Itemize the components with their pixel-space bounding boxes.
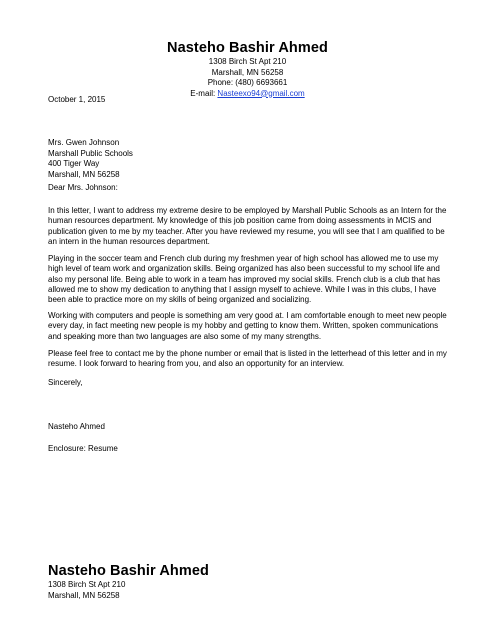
body-paragraph-2: Playing in the soccer team and French club during my freshmen year of high school has allowed me to use my high level of team work and organization skills. Being organized has also been successful to my school life and also my personal life. Being able to work in a team has improved my social skills. French club is a club that has allowed me to show my dedication to anything that I assign myself to achieve. While I was in this clubs, I have been able to practice more on my skills of being organized and socializing. — [48, 254, 441, 305]
footer-name: Nasteho Bashir Ahmed — [48, 563, 209, 579]
salutation: Dear Mrs. Johnson: — [48, 183, 118, 192]
signature-name: Nasteho Ahmed — [48, 422, 105, 431]
letterhead-email-label: E-mail: — [190, 88, 218, 98]
footer-address-line2: Marshall, MN 56258 — [48, 590, 120, 600]
recipient-address — [48, 138, 133, 180]
body-paragraph-1: In this letter, I want to address my extreme desire to be employed by Marshall Public Schools as an Intern for the human resources department. My knowledge of this job position came from doing assessments in MCIS and publication given to me by my teacher. After you have reviewed my resume, you will see that I am qualified to be an intern in the human resources department. — [48, 206, 447, 246]
letterhead-phone: Phone: (480) 6693661 — [207, 78, 288, 87]
recipient-street: 400 Tiger Way — [48, 159, 100, 168]
recipient-name: Mrs. Gwen Johnson — [48, 138, 120, 147]
recipient-city: Marshall, MN 56258 — [48, 169, 120, 179]
recipient-organization: Marshall Public Schools — [48, 148, 133, 158]
body-paragraph-4: Please feel free to contact me by the phone number or email that is listed in the letterhead of this letter and in my resume. I look forward to hearing from you, and also an opportunity for an interview. — [48, 349, 447, 369]
body-paragraph-3: Working with computers and people is something am very good at. I am comfortable enough to meet new people every day, in fact meeting new people is my hobby and getting to know them. Written, spoken communications and speaking more than two languages are also some of my many strengths. — [48, 311, 447, 341]
enclosure-note: Enclosure: Resume — [48, 444, 118, 453]
letterhead — [0, 40, 495, 99]
footer-letterhead — [48, 563, 209, 601]
letterhead-address-line2: Marshall, MN 56258 — [211, 67, 284, 77]
closing: Sincerely, — [48, 378, 83, 387]
letter-date: October 1, 2015 — [48, 95, 106, 104]
letterhead-address-line1: 1308 Birch St Apt 210 — [208, 57, 287, 66]
letterhead-name: Nasteho Bashir Ahmed — [167, 40, 328, 56]
footer-address-line1: 1308 Birch St Apt 210 — [48, 580, 126, 589]
email-link[interactable]: Nasteexo94@gmail.com — [217, 88, 305, 98]
